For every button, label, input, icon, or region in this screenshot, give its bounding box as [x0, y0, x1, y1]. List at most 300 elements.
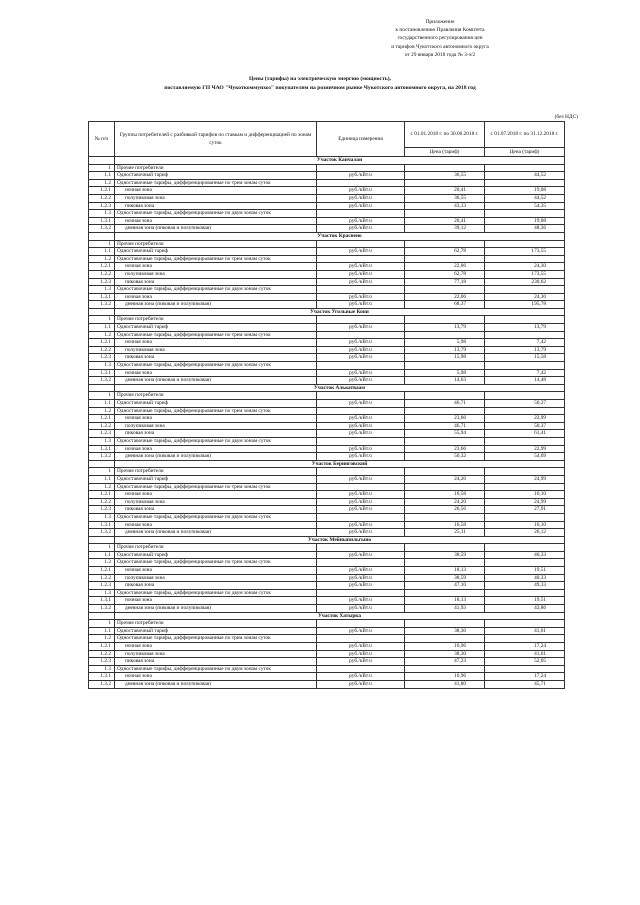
row-unit: руб./кВт.ч	[317, 293, 405, 301]
row-number: 1.1	[89, 248, 115, 256]
row-label: полупиковая зона	[115, 194, 317, 202]
row-label: дневная зона (пиковая и полупиковая)	[115, 453, 317, 461]
price-period-1	[405, 635, 485, 643]
price-period-2: 54,69	[485, 453, 565, 461]
row-number: 1.2.2	[89, 270, 115, 278]
price-period-2	[485, 210, 565, 218]
price-period-2: 19,08	[485, 217, 565, 225]
row-number: 1	[89, 164, 115, 172]
table-row	[89, 437, 565, 445]
row-unit: руб./кВт.ч	[317, 263, 405, 271]
row-unit	[317, 513, 405, 521]
table-row	[89, 362, 565, 370]
price-period-1	[405, 589, 485, 597]
price-period-2: 173,55	[485, 248, 565, 256]
table-row	[89, 567, 565, 575]
table-row	[89, 324, 565, 332]
row-label: Одноставочные тарифы, дифференцированные по двум зонам суток	[115, 362, 317, 370]
row-unit	[317, 559, 405, 567]
row-number: 1.2	[89, 407, 115, 415]
row-unit: руб./кВт.ч	[317, 574, 405, 582]
row-number: 1.2.3	[89, 582, 115, 590]
row-unit	[317, 210, 405, 218]
row-unit: руб./кВт.ч	[317, 529, 405, 537]
row-number: 1.2.3	[89, 278, 115, 286]
price-period-2: 52,05	[485, 658, 565, 666]
price-period-2: 19,51	[485, 597, 565, 605]
table-row	[89, 248, 565, 256]
row-unit: руб./кВт.ч	[317, 605, 405, 613]
row-unit: руб./кВт.ч	[317, 194, 405, 202]
price-period-1: 38,30	[405, 650, 485, 658]
table-row	[89, 354, 565, 362]
row-number: 1.2	[89, 331, 115, 339]
row-unit: руб./кВт.ч	[317, 567, 405, 575]
row-unit	[317, 468, 405, 476]
price-period-1: 25,11	[405, 529, 485, 537]
row-label: полупиковая зона	[115, 346, 317, 354]
row-unit: руб./кВт.ч	[317, 627, 405, 635]
price-period-2: 17,24	[485, 643, 565, 651]
price-period-2	[485, 483, 565, 491]
row-unit: руб./кВт.ч	[317, 491, 405, 499]
header-group: Группы потребителей с разбивкой тарифов по ставкам и дифференциацией по зонам суток	[115, 122, 317, 157]
price-period-1: 18,13	[405, 567, 485, 575]
row-unit: руб./кВт.ч	[317, 369, 405, 377]
row-unit: руб./кВт.ч	[317, 453, 405, 461]
row-label: дневная зона (пиковая и полупиковая)	[115, 605, 317, 613]
row-number: 1.2.2	[89, 498, 115, 506]
row-label: дневная зона (пиковая и полупиковая)	[115, 301, 317, 309]
price-period-2	[485, 513, 565, 521]
row-unit: руб./кВт.ч	[317, 187, 405, 195]
table-row	[89, 559, 565, 567]
price-period-1: 47,10	[405, 582, 485, 590]
price-period-2: 50,37	[485, 400, 565, 408]
row-label: ночная зона	[115, 415, 317, 423]
row-unit	[317, 635, 405, 643]
price-period-1	[405, 210, 485, 218]
row-label: Одноставочный тариф	[115, 627, 317, 635]
row-number: 1.3	[89, 286, 115, 294]
document-subtitle: поставляемую ГП ЧАО "Чукоткоммунхоз" покупателям на розничном рынке Чукотского автономного округа, на 2018 год	[164, 85, 476, 91]
price-period-1: 77,18	[405, 278, 485, 286]
row-unit: руб./кВт.ч	[317, 475, 405, 483]
price-period-2: 22,99	[485, 445, 565, 453]
price-period-2: 14,48	[485, 377, 565, 385]
row-unit: руб./кВт.ч	[317, 445, 405, 453]
row-label: Одноставочные тарифы, дифференцированные по двум зонам суток	[115, 286, 317, 294]
row-unit: руб./кВт.ч	[317, 346, 405, 354]
row-label: ночная зона	[115, 521, 317, 529]
row-label: пиковая зона	[115, 430, 317, 438]
price-period-2: 48,36	[485, 225, 565, 233]
price-period-1: 18,13	[405, 597, 485, 605]
price-period-2: 19,08	[485, 187, 565, 195]
price-period-2	[485, 635, 565, 643]
price-period-2: 41,61	[485, 627, 565, 635]
row-number: 1.1	[89, 172, 115, 180]
price-period-2: 44,52	[485, 172, 565, 180]
row-unit: руб./кВт.ч	[317, 354, 405, 362]
row-label: ночная зона	[115, 369, 317, 377]
row-number: 1.3	[89, 210, 115, 218]
row-number: 1.2.1	[89, 567, 115, 575]
row-number: 1.2	[89, 483, 115, 491]
price-period-2: 24,30	[485, 293, 565, 301]
price-period-2: 24,30	[485, 263, 565, 271]
table-row	[89, 468, 565, 476]
row-number: 1.2.2	[89, 422, 115, 430]
row-number: 1	[89, 620, 115, 628]
row-unit: руб./кВт.ч	[317, 400, 405, 408]
row-number: 1	[89, 240, 115, 248]
price-period-1	[405, 331, 485, 339]
price-period-2: 19,51	[485, 567, 565, 575]
row-number: 1.2.3	[89, 354, 115, 362]
row-label: пиковая зона	[115, 582, 317, 590]
row-label: пиковая зона	[115, 658, 317, 666]
section-num-cell	[89, 308, 115, 316]
row-label: Одноставочные тарифы, дифференцированные по трем зонам суток	[115, 483, 317, 491]
price-period-1: 38,59	[405, 551, 485, 559]
price-period-2: 173,55	[485, 270, 565, 278]
table-header-row	[89, 122, 565, 148]
table-row	[89, 339, 565, 347]
section-title: Участок Алькатваам	[115, 384, 565, 392]
price-period-2	[485, 407, 565, 415]
row-number: 1.3.1	[89, 445, 115, 453]
price-period-2	[485, 331, 565, 339]
row-number: 1.2	[89, 255, 115, 263]
row-number: 1.1	[89, 475, 115, 483]
row-label: Прочие потребители	[115, 468, 317, 476]
row-unit	[317, 164, 405, 172]
row-label: ночная зона	[115, 187, 317, 195]
row-number: 1	[89, 544, 115, 552]
row-unit: руб./кВт.ч	[317, 217, 405, 225]
row-number: 1.2.1	[89, 643, 115, 651]
subheader-price-1: Цена (тариф)	[405, 147, 485, 156]
row-number: 1	[89, 316, 115, 324]
subheader-price-2: Цена (тариф)	[485, 147, 565, 156]
price-period-2	[485, 240, 565, 248]
row-label: Одноставочные тарифы, дифференцированные по трем зонам суток	[115, 179, 317, 187]
row-unit	[317, 665, 405, 673]
appendix-line: к постановлению Правления Комитета	[395, 27, 485, 34]
row-label: пиковая зона	[115, 278, 317, 286]
row-label: Прочие потребители	[115, 164, 317, 172]
table-row	[89, 627, 565, 635]
price-period-2	[485, 164, 565, 172]
table-row	[89, 240, 565, 248]
price-period-2: 27,91	[485, 506, 565, 514]
row-label: Одноставочный тариф	[115, 324, 317, 332]
table-row	[89, 263, 565, 271]
price-period-2: 54,35	[485, 202, 565, 210]
price-period-1: 5,98	[405, 369, 485, 377]
price-period-1	[405, 392, 485, 400]
row-unit	[317, 362, 405, 370]
row-number: 1.3.2	[89, 301, 115, 309]
table-row	[89, 498, 565, 506]
appendix-block	[340, 18, 540, 59]
row-unit	[317, 316, 405, 324]
price-period-1: 26,56	[405, 506, 485, 514]
row-unit	[317, 179, 405, 187]
row-number: 1.3	[89, 437, 115, 445]
price-period-1: 50,32	[405, 453, 485, 461]
price-period-1	[405, 255, 485, 263]
table-row	[89, 582, 565, 590]
table-row	[89, 369, 565, 377]
row-unit: руб./кВт.ч	[317, 650, 405, 658]
row-number: 1.1	[89, 324, 115, 332]
appendix-line: государственного регулирования цен	[397, 35, 483, 42]
row-unit	[317, 255, 405, 263]
row-number: 1.2.2	[89, 574, 115, 582]
price-period-2: 49,33	[485, 582, 565, 590]
table-row	[89, 164, 565, 172]
appendix-line: Приложение	[425, 19, 455, 25]
table-row	[89, 179, 565, 187]
price-period-2: 195,78	[485, 301, 565, 309]
row-unit: руб./кВт.ч	[317, 301, 405, 309]
table-row	[89, 255, 565, 263]
price-period-1: 5,98	[405, 339, 485, 347]
price-period-2: 24,99	[485, 498, 565, 506]
row-label: ночная зона	[115, 491, 317, 499]
section-header-row	[89, 157, 565, 165]
row-label: Одноставочные тарифы, дифференцированные по двум зонам суток	[115, 665, 317, 673]
header-period-2: с 01.07.2018 г. по 31.12.2018 г.	[485, 122, 565, 148]
row-label: Одноставочный тариф	[115, 400, 317, 408]
price-period-1: 16,96	[405, 643, 485, 651]
price-period-1: 22,06	[405, 263, 485, 271]
section-num-cell	[89, 612, 115, 620]
table-row	[89, 665, 565, 673]
price-period-2: 13,79	[485, 324, 565, 332]
row-number: 1.2.3	[89, 430, 115, 438]
price-period-2: 26,12	[485, 529, 565, 537]
price-period-1: 36,55	[405, 172, 485, 180]
price-period-1: 39,12	[405, 225, 485, 233]
table-row	[89, 483, 565, 491]
appendix-line: от 29 января 2018 года № 3-э/2	[404, 51, 476, 58]
row-label: дневная зона (пиковая и полупиковая)	[115, 529, 317, 537]
price-period-1: 20,41	[405, 217, 485, 225]
price-period-1	[405, 407, 485, 415]
table-row	[89, 415, 565, 423]
row-number: 1.2.1	[89, 263, 115, 271]
table-row	[89, 597, 565, 605]
table-row	[89, 225, 565, 233]
row-number: 1.3.2	[89, 225, 115, 233]
price-period-1: 46,71	[405, 422, 485, 430]
row-label: Одноставочный тариф	[115, 551, 317, 559]
table-row	[89, 475, 565, 483]
table-row	[89, 346, 565, 354]
price-period-1: 47,23	[405, 658, 485, 666]
price-period-1	[405, 513, 485, 521]
price-period-1: 38,59	[405, 574, 485, 582]
section-title: Участок Краснено	[115, 232, 565, 240]
table-row	[89, 286, 565, 294]
row-number: 1.2.3	[89, 658, 115, 666]
price-period-2	[485, 255, 565, 263]
row-label: Прочие потребители	[115, 392, 317, 400]
row-label: Одноставочные тарифы, дифференцированные по трем зонам суток	[115, 331, 317, 339]
price-period-1: 15,98	[405, 354, 485, 362]
price-period-1: 62,78	[405, 270, 485, 278]
price-period-2: 7,42	[485, 339, 565, 347]
price-period-2: 50,37	[485, 422, 565, 430]
row-number: 1.2	[89, 635, 115, 643]
row-number: 1.3.2	[89, 453, 115, 461]
row-label: Одноставочные тарифы, дифференцированные по двум зонам суток	[115, 513, 317, 521]
section-num-cell	[89, 536, 115, 544]
row-number: 1	[89, 392, 115, 400]
section-title: Участок Хатырка	[115, 612, 565, 620]
row-unit: руб./кВт.ч	[317, 270, 405, 278]
header-unit: Единица измерения	[317, 122, 405, 157]
section-header-row	[89, 232, 565, 240]
row-number: 1.2.1	[89, 491, 115, 499]
row-unit: руб./кВт.ч	[317, 673, 405, 681]
row-label: ночная зона	[115, 217, 317, 225]
table-row	[89, 658, 565, 666]
row-number: 1.2.3	[89, 506, 115, 514]
price-period-2: 41,61	[485, 650, 565, 658]
row-label: полупиковая зона	[115, 574, 317, 582]
row-label: ночная зона	[115, 339, 317, 347]
row-unit: руб./кВт.ч	[317, 658, 405, 666]
section-title: Участок Канчалан	[115, 157, 565, 165]
price-period-2	[485, 179, 565, 187]
document-title: Цены (тарифы) на электрическую энергию (мощность),	[249, 76, 391, 82]
row-unit: руб./кВт.ч	[317, 248, 405, 256]
table-row	[89, 392, 565, 400]
row-label: ночная зона	[115, 445, 317, 453]
price-period-1	[405, 164, 485, 172]
row-label: дневная зона (пиковая и полупиковая)	[115, 225, 317, 233]
price-period-1	[405, 179, 485, 187]
price-period-2	[485, 620, 565, 628]
row-number: 1.2.2	[89, 346, 115, 354]
section-title: Участок Мейныпильгыно	[115, 536, 565, 544]
row-label: пиковая зона	[115, 202, 317, 210]
price-period-2: 16,10	[485, 491, 565, 499]
row-label: полупиковая зона	[115, 498, 317, 506]
row-label: Одноставочные тарифы, дифференцированные по двум зонам суток	[115, 210, 317, 218]
row-number: 1	[89, 468, 115, 476]
row-number: 1.3.1	[89, 597, 115, 605]
row-number: 1.1	[89, 400, 115, 408]
table-row	[89, 589, 565, 597]
section-title: Участок Беринговский	[115, 460, 565, 468]
price-period-1: 20,41	[405, 187, 485, 195]
price-period-1: 16,96	[405, 673, 485, 681]
row-label: полупиковая зона	[115, 270, 317, 278]
section-num-cell	[89, 384, 115, 392]
table-row	[89, 331, 565, 339]
section-header-row	[89, 308, 565, 316]
table-row	[89, 521, 565, 529]
row-number: 1.1	[89, 551, 115, 559]
row-unit	[317, 240, 405, 248]
section-title: Участок Угольные Копи	[115, 308, 565, 316]
row-label: Прочие потребители	[115, 240, 317, 248]
price-period-2	[485, 559, 565, 567]
row-label: дневная зона (пиковая и полупиковая)	[115, 680, 317, 688]
price-period-2: 230,62	[485, 278, 565, 286]
row-label: дневная зона (пиковая и полупиковая)	[115, 377, 317, 385]
table-row	[89, 400, 565, 408]
row-label: ночная зона	[115, 293, 317, 301]
price-period-2: 61,41	[485, 430, 565, 438]
header-num: № п/п	[89, 122, 115, 157]
row-label: ночная зона	[115, 643, 317, 651]
row-number: 1.2.3	[89, 202, 115, 210]
table-row	[89, 650, 565, 658]
row-label: Одноставочный тариф	[115, 248, 317, 256]
section-num-cell	[89, 232, 115, 240]
table-row	[89, 210, 565, 218]
row-label: полупиковая зона	[115, 650, 317, 658]
row-label: ночная зона	[115, 567, 317, 575]
row-number: 1.2.1	[89, 339, 115, 347]
section-header-row	[89, 384, 565, 392]
row-number: 1.1	[89, 627, 115, 635]
appendix-line: и тарифов Чукотского автономного округа	[391, 43, 489, 50]
row-unit: руб./кВт.ч	[317, 643, 405, 651]
row-label: Одноставочные тарифы, дифференцированные по двум зонам суток	[115, 589, 317, 597]
row-unit: руб./кВт.ч	[317, 551, 405, 559]
table-row	[89, 316, 565, 324]
price-period-1: 13,79	[405, 346, 485, 354]
table-row	[89, 635, 565, 643]
table-row	[89, 551, 565, 559]
price-period-2	[485, 362, 565, 370]
price-period-2	[485, 316, 565, 324]
row-number: 1.3	[89, 513, 115, 521]
table-row	[89, 513, 565, 521]
price-period-2: 43,86	[485, 605, 565, 613]
table-row	[89, 673, 565, 681]
price-period-1: 36,55	[405, 194, 485, 202]
row-label: Одноставочные тарифы, дифференцированные по трем зонам суток	[115, 635, 317, 643]
price-period-1: 46,71	[405, 400, 485, 408]
table-row	[89, 574, 565, 582]
row-unit	[317, 620, 405, 628]
table-row	[89, 422, 565, 430]
price-period-1: 23,66	[405, 445, 485, 453]
section-num-cell	[89, 460, 115, 468]
price-period-1: 14,63	[405, 377, 485, 385]
row-unit	[317, 286, 405, 294]
price-period-1: 41,80	[405, 680, 485, 688]
row-label: ночная зона	[115, 263, 317, 271]
row-unit	[317, 392, 405, 400]
table-row	[89, 529, 565, 537]
price-period-1: 41,93	[405, 605, 485, 613]
price-period-2	[485, 468, 565, 476]
row-label: Прочие потребители	[115, 620, 317, 628]
price-period-1	[405, 665, 485, 673]
row-unit	[317, 407, 405, 415]
price-period-1	[405, 316, 485, 324]
row-label: Одноставочный тариф	[115, 475, 317, 483]
